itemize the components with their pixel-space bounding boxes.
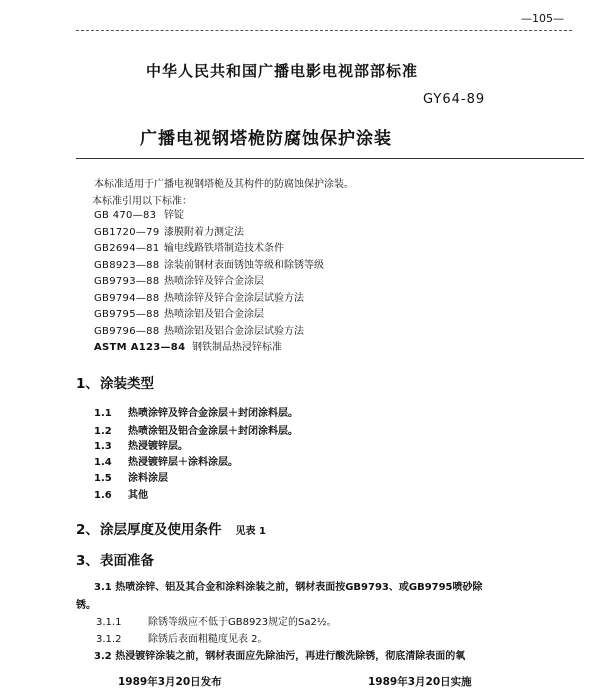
item-number: 1.3 [94,441,112,452]
reference-name: 热喷涂锌及锌合金涂层试验方法 [164,292,304,304]
list-item [94,486,148,501]
list-item [94,437,188,452]
reference-code: GB9793—88 [94,276,160,287]
item-text: 热浸镀锌层＋涂料涂层。 [128,457,238,468]
references-intro: 本标准引用以下标准： [92,196,192,207]
list-item [94,469,168,484]
reference-row [94,241,324,258]
reference-code: ASTM A123—84 [94,342,186,353]
section-3-heading [76,549,154,569]
reference-name: 热喷涂铝及铝合金涂层试验方法 [164,325,304,337]
section-1-heading [76,372,154,392]
clause-text: 除锈后表面粗糙度见表 2。 [148,634,268,645]
reference-row [94,340,324,357]
list-item [94,404,298,419]
clause-text: 除锈等级应不低于GB8923规定的Sa2½。 [148,617,337,628]
reference-code: GB1720—79 [94,226,160,238]
reference-name: 漆膜附着力测定法 [164,226,244,238]
reference-code: GB9794—88 [94,292,160,304]
list-item [94,453,238,468]
reference-name: 热喷涂锌及锌合金涂层 [164,276,264,287]
issue-date: 1989年3月20日发布 [118,676,222,688]
item-number: 1.5 [94,473,112,484]
paragraph-3-2: 3.2 热浸镀锌涂装之前，钢材表面应先除油污，再进行酸洗除锈，彻底清除表面的氧 [94,651,466,662]
document-title: 广播电视钢塔桅防腐蚀保护涂装 [140,129,392,149]
reference-row [94,258,324,275]
item-text: 热喷涂锌及锌合金涂层＋封闭涂料层。 [128,408,298,419]
list-item [94,422,298,437]
reference-row [94,274,324,291]
item-text: 其他 [128,490,148,501]
top-rule [76,30,572,31]
table-reference: 见表 1 [235,526,266,537]
item-number: 1.2 [94,426,112,437]
reference-code: GB9795—88 [94,309,160,320]
reference-row [94,291,324,308]
clause-3-1-1 [96,613,337,628]
reference-code: GB 470—83 [94,210,157,221]
clause-3-1-2 [96,630,268,645]
section-number: 1、 [76,376,99,392]
section-title: 涂装类型 [100,376,154,392]
section-title: 表面准备 [100,553,154,569]
scope-text: 本标准适用于广播电视钢塔桅及其构件的防腐蚀保护涂装。 [94,179,354,190]
item-number: 1.1 [94,408,112,419]
page-number: —105— [521,12,564,25]
reference-code: GB2694—81 [94,243,160,254]
section-number: 3、 [76,553,99,569]
title-rule [76,158,584,159]
reference-row [94,208,324,225]
reference-code: GB8923—88 [94,259,160,271]
reference-code: GB9796—88 [94,325,160,337]
reference-name: 锌锭 [164,210,184,221]
references-list [94,208,324,357]
paragraph-3-1-line-2: 锈。 [76,600,96,611]
item-number: 1.6 [94,490,112,501]
clause-number: 3.1.2 [96,634,122,645]
effective-date: 1989年3月20日实施 [368,676,472,688]
organization-heading: 中华人民共和国广播电影电视部部标准 [146,62,419,80]
reference-name: 输电线路铁塔制造技术条件 [164,243,284,254]
reference-name: 涂装前钢材表面锈蚀等级和除锈等级 [164,259,324,271]
section-title: 涂层厚度及使用条件 [100,522,222,538]
reference-row [94,225,324,242]
item-text: 热喷涂铝及铝合金涂层＋封闭涂料层。 [128,426,298,437]
section-2-heading [76,518,266,538]
standard-code: GY64-89 [423,92,486,107]
item-text: 热浸镀锌层。 [128,441,188,452]
item-number: 1.4 [94,457,112,468]
reference-row [94,307,324,324]
reference-name: 钢铁制品热浸锌标准 [192,342,282,353]
item-text: 涂料涂层 [128,473,168,484]
reference-row [94,324,324,341]
reference-name: 热喷涂铝及铝合金涂层 [164,309,264,320]
clause-number: 3.1.1 [96,617,122,628]
section-number: 2、 [76,522,99,538]
paragraph-3-1-line-1: 3.1 热喷涂锌、铝及其合金和涂料涂装之前，钢材表面按GB9793、或GB9795喷砂除 [94,582,483,593]
